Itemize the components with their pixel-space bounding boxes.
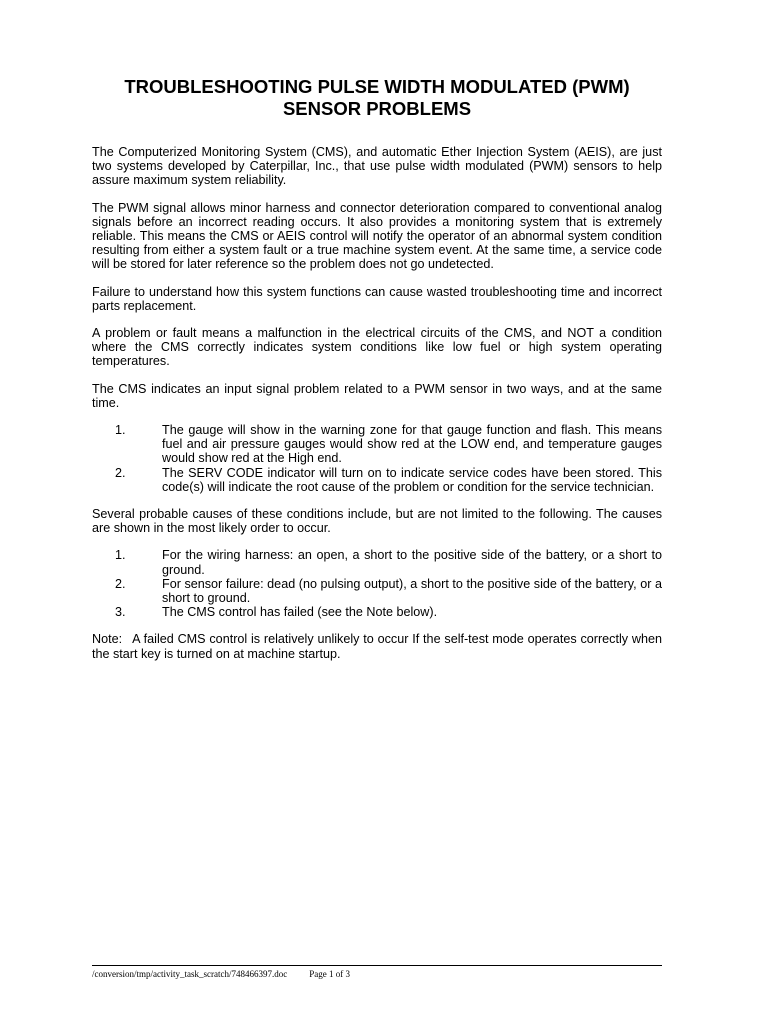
paragraph-cms-indicates: The CMS indicates an input signal problem related to a PWM sensor in two ways, and at the same time.	[92, 381, 662, 410]
title-line-1: TROUBLESHOOTING PULSE WIDTH MODULATED (PWM)	[124, 76, 630, 97]
footer-page-number: Page 1 of 3	[309, 969, 350, 979]
list-item	[92, 605, 662, 619]
note-paragraph	[92, 632, 662, 660]
page-footer	[92, 965, 662, 980]
paragraph-fault-definition: A problem or fault means a malfunction in the electrical circuits of the CMS, and NOT a condition where the CMS correctly indicates system conditions like low fuel or high system operating temperatures.	[92, 326, 662, 369]
list-item-number: 2.	[115, 576, 126, 591]
note-label: Note:	[92, 632, 123, 647]
list-item-text: The SERV CODE indicator will turn on to indicate service codes have been stored. This code(s) will indicate the root cause of the problem or condition for the service technician.	[162, 465, 662, 494]
list-item-text: The CMS control has failed (see the Note below).	[162, 605, 438, 620]
list-item	[92, 577, 662, 605]
list-item	[92, 466, 662, 494]
paragraph-failure: Failure to understand how this system functions can cause wasted troubleshooting time and incorrect parts replacement.	[92, 284, 662, 313]
document-page	[92, 76, 662, 661]
list-item-number: 1.	[115, 548, 126, 563]
list-item-number: 3.	[115, 605, 126, 620]
footer-file-path: /conversion/tmp/activity_task_scratch/748466397.doc	[92, 969, 288, 979]
list-item-number: 2.	[115, 465, 126, 480]
paragraph-causes: Several probable causes of these conditions include, but are not limited to the following. The causes are shown in the most likely order to occur.	[92, 507, 662, 536]
list-item	[92, 423, 662, 466]
list-item-text: The gauge will show in the warning zone for that gauge function and flash. This means fuel and air pressure gauges would show red at the LOW end, and temperature gauges would show red at the High end.	[162, 423, 662, 466]
title-line-2: SENSOR PROBLEMS	[282, 98, 472, 119]
causes-list	[92, 548, 662, 619]
list-item-number: 1.	[115, 423, 126, 438]
list-item	[92, 548, 662, 576]
list-item-text: For the wiring harness: an open, a short to the positive side of the battery, or a short to ground.	[162, 548, 662, 577]
paragraph-pwm-signal: The PWM signal allows minor harness and connector deterioration compared to conventional analog signals before an incorrect reading occurs. It also provides a monitoring system that is extremely reliable. This means the CMS or AEIS control will notify the operator of an abnormal system condition resulting from either a system fault or a true machine system event. At the same time, a service code will be stored for later reference so the problem does not go undetected.	[92, 200, 662, 272]
indication-list	[92, 423, 662, 494]
note-text: A failed CMS control is relatively unlikely to occur If the self-test mode operates correctly when the start key is turned on at machine startup.	[92, 632, 662, 661]
list-item-text: For sensor failure: dead (no pulsing output), a short to the positive side of the battery, or a short to ground.	[162, 576, 662, 606]
document-title	[92, 76, 662, 120]
paragraph-intro: The Computerized Monitoring System (CMS), and automatic Ether Injection System (AEIS), are just two systems developed by Caterpillar, Inc., that use pulse width modulated (PWM) sensors to help assure maximum system reliability.	[92, 145, 662, 188]
